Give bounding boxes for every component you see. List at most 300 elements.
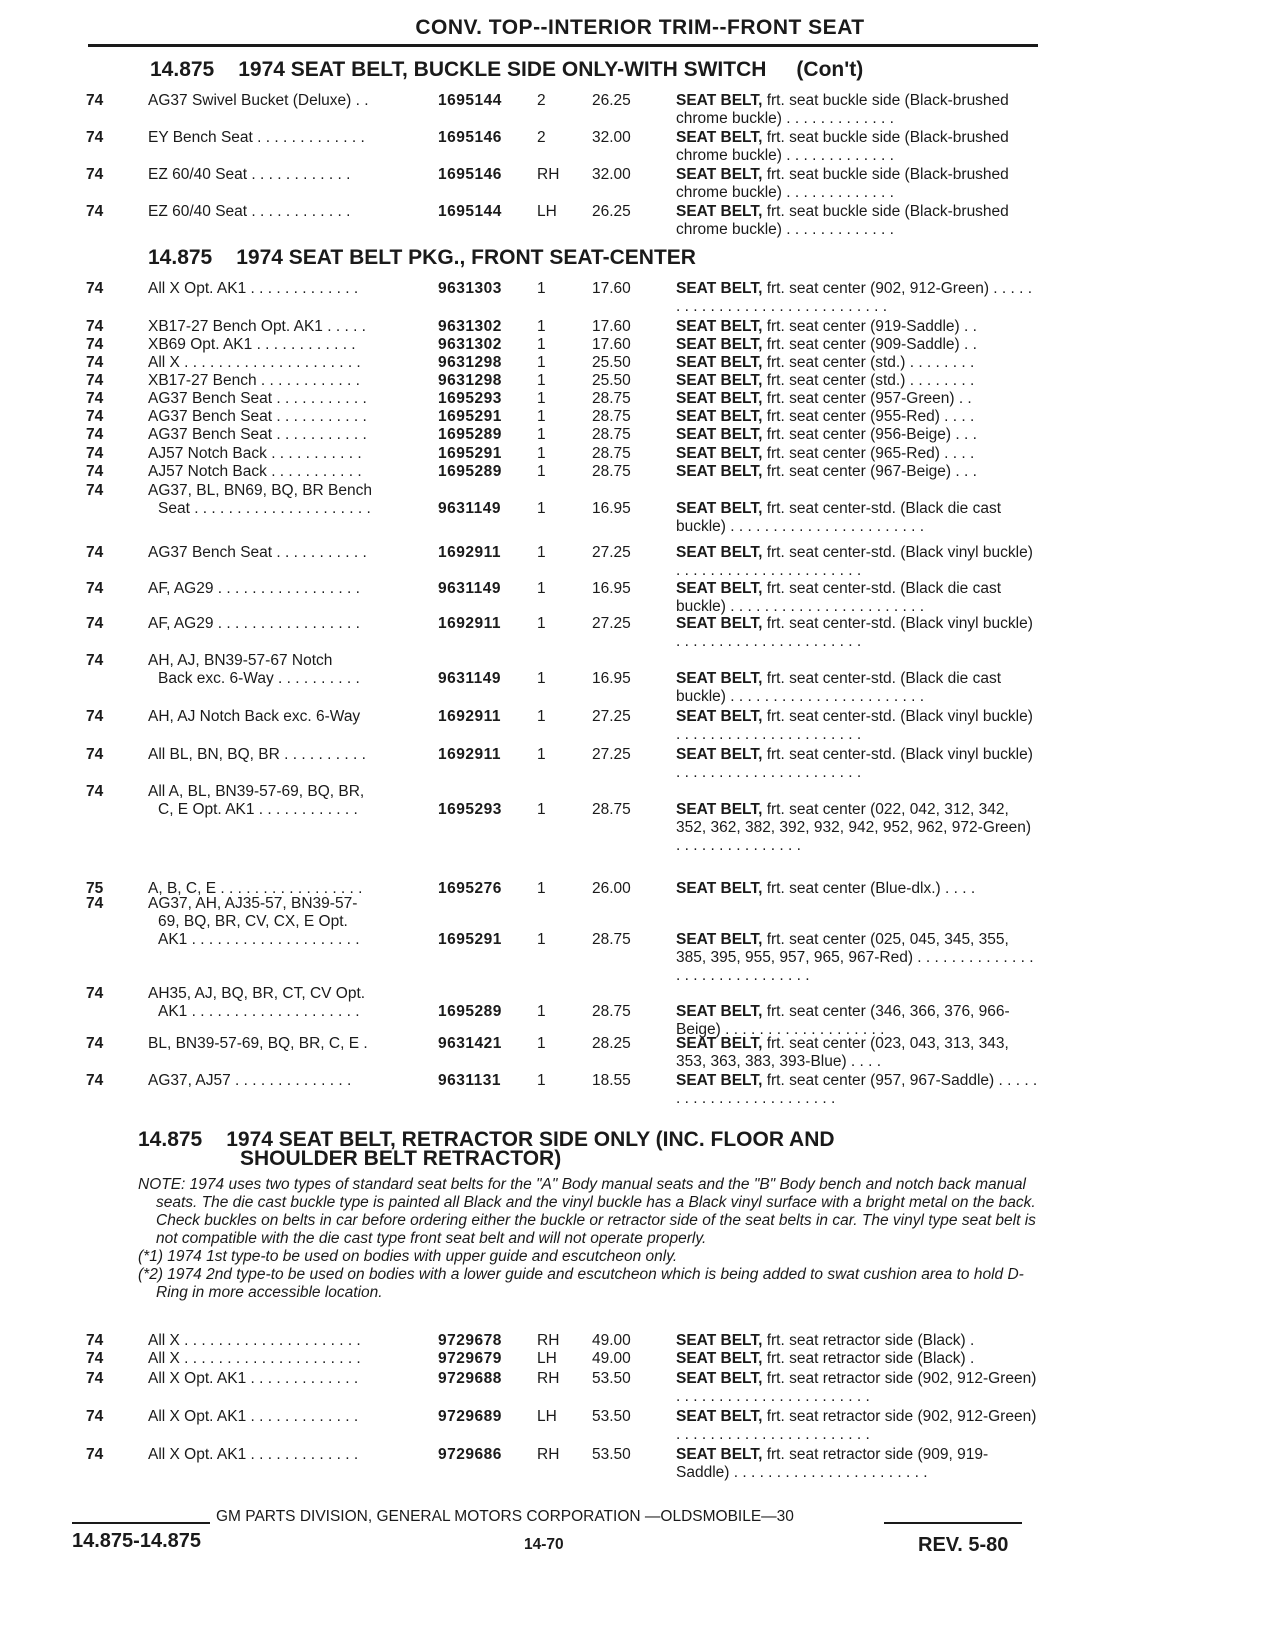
- description-label: SEAT BELT,: [676, 708, 763, 725]
- section-title: 1974 SEAT BELT, RETRACTOR SIDE ONLY (INC. FLOOR AND: [226, 1128, 835, 1151]
- table-row: [0, 746, 1280, 781]
- quantity: 1: [537, 1035, 546, 1052]
- description-text: frt. seat center-std. (Black vinyl buckle) . . . . . . . . . . . . . . . . . . . . . .: [676, 615, 1033, 650]
- part-number: 9631298: [438, 372, 502, 389]
- part-number: 9631421: [438, 1035, 502, 1052]
- application: A, B, C, E . . . . . . . . . . . . . . . . .: [148, 880, 363, 897]
- table-row: [0, 129, 1280, 164]
- description: [676, 280, 1038, 316]
- quantity: LH: [537, 1350, 557, 1367]
- description-label: SEAT BELT,: [676, 1035, 763, 1052]
- description-label: SEAT BELT,: [676, 445, 763, 462]
- description: [676, 544, 1038, 580]
- application: EY Bench Seat . . . . . . . . . . . . .: [148, 129, 365, 146]
- quantity: 1: [537, 408, 546, 425]
- description-text: frt. seat retractor side (902, 912-Green) . . . . . . . . . . . . . . . . . . . . . . .: [676, 1370, 1037, 1405]
- application: All X . . . . . . . . . . . . . . . . . . . . .: [148, 1350, 361, 1367]
- description: [676, 1350, 1038, 1368]
- price: 28.75: [592, 463, 631, 480]
- model-year: 74: [86, 1370, 104, 1387]
- application: BL, BN39-57-69, BQ, BR, C, E .: [148, 1035, 368, 1052]
- model-year: 74: [86, 408, 104, 425]
- description-text: frt. seat center (902, 912-Green) . . . . . . . . . . . . . . . . . . . . . . . . . . . . . .: [676, 280, 1033, 315]
- model-year: 74: [86, 985, 104, 1002]
- quantity: 1: [537, 580, 546, 597]
- description-label: SEAT BELT,: [676, 544, 763, 561]
- model-year: 74: [86, 708, 104, 725]
- table-row: [0, 166, 1280, 201]
- description: [676, 463, 1038, 481]
- model-year: 74: [86, 354, 104, 371]
- application: AH35, AJ, BQ, BR, CT, CV Opt.: [148, 985, 366, 1002]
- application: AF, AG29 . . . . . . . . . . . . . . . . .: [148, 615, 360, 632]
- part-number: 9631149: [438, 580, 501, 597]
- price: 28.75: [592, 1003, 631, 1020]
- application: XB69 Opt. AK1 . . . . . . . . . . . .: [148, 336, 356, 353]
- part-number: 9729679: [438, 1350, 502, 1367]
- description-label: SEAT BELT,: [676, 1370, 763, 1387]
- description: [676, 92, 1038, 128]
- description-label: SEAT BELT,: [676, 354, 763, 371]
- description: [676, 801, 1038, 855]
- table-row: [0, 880, 1280, 897]
- part-number: 1695291: [438, 931, 502, 948]
- price: 28.75: [592, 931, 631, 948]
- section-number: 14.875: [138, 1128, 203, 1151]
- application: All X Opt. AK1 . . . . . . . . . . . . .: [148, 280, 359, 297]
- part-number: 1692911: [438, 708, 501, 725]
- description: [676, 408, 1038, 426]
- part-number: 1695289: [438, 1003, 502, 1020]
- model-year: 74: [86, 390, 104, 407]
- table-row: [0, 708, 1280, 743]
- model-year: 74: [86, 280, 104, 297]
- description-text: frt. seat retractor side (902, 912-Green) . . . . . . . . . . . . . . . . . . . . . . .: [676, 1408, 1037, 1443]
- quantity: 2: [537, 129, 546, 146]
- quantity: 1: [537, 708, 546, 725]
- model-year: 74: [86, 129, 104, 146]
- part-number: 9729688: [438, 1370, 502, 1387]
- description-text: frt. seat center-std. (Black vinyl buckle) . . . . . . . . . . . . . . . . . . . . . .: [676, 746, 1033, 781]
- quantity: 1: [537, 445, 546, 462]
- model-year: 74: [86, 1035, 104, 1052]
- description-label: SEAT BELT,: [676, 580, 763, 597]
- part-number: 1692911: [438, 746, 501, 763]
- note-type-2: (*2) 1974 2nd type-to be used on bodies with a lower guide and escutcheon which is being added to swat cushion area to hold D-Ring in more accessible location.: [138, 1266, 1024, 1301]
- header-rule: [88, 44, 1038, 47]
- description: [676, 746, 1038, 782]
- application: All X Opt. AK1 . . . . . . . . . . . . .: [148, 1446, 359, 1463]
- price: 53.50: [592, 1370, 631, 1387]
- quantity: LH: [537, 1408, 557, 1425]
- application: All X . . . . . . . . . . . . . . . . . . . . .: [148, 1332, 361, 1349]
- price: 28.75: [592, 445, 631, 462]
- application: AG37 Bench Seat . . . . . . . . . . .: [148, 390, 367, 407]
- description-label: SEAT BELT,: [676, 336, 763, 353]
- table-row: [0, 203, 1280, 238]
- model-year: 74: [86, 372, 104, 389]
- table-row: [0, 463, 1280, 480]
- quantity: 1: [537, 426, 546, 443]
- model-year: 74: [86, 482, 104, 499]
- part-number: 9729689: [438, 1408, 502, 1425]
- quantity: 1: [537, 544, 546, 561]
- quantity: 1: [537, 463, 546, 480]
- footer-revision: REV. 5-80: [918, 1534, 1009, 1556]
- model-year: 74: [86, 336, 104, 353]
- page-title: CONV. TOP--INTERIOR TRIM--FRONT SEAT: [415, 16, 865, 39]
- footer-rule-left: [72, 1522, 210, 1524]
- description-label: SEAT BELT,: [676, 129, 763, 146]
- application: AG37 Bench Seat . . . . . . . . . . .: [148, 426, 367, 443]
- table-row: [0, 615, 1280, 650]
- description-label: SEAT BELT,: [676, 670, 763, 687]
- application: AJ57 Notch Back . . . . . . . . . . .: [148, 463, 362, 480]
- quantity: 1: [537, 670, 546, 687]
- description: [676, 354, 1038, 372]
- price: 49.00: [592, 1350, 631, 1367]
- part-number: 1692911: [438, 544, 501, 561]
- description-text: frt. seat center-std. (Black die cast buckle) . . . . . . . . . . . . . . . . . . . . . . .: [676, 580, 1002, 615]
- table-row: [0, 1350, 1280, 1367]
- part-number: 1695291: [438, 408, 502, 425]
- part-number: 9631298: [438, 354, 502, 371]
- price: 17.60: [592, 336, 631, 353]
- description: [676, 129, 1038, 165]
- part-number: 1695144: [438, 203, 502, 220]
- description-text: frt. seat center (955-Red) . . . .: [762, 408, 975, 425]
- quantity: 1: [537, 336, 546, 353]
- model-year: 74: [86, 544, 104, 561]
- quantity: RH: [537, 166, 560, 183]
- description-label: SEAT BELT,: [676, 1003, 763, 1020]
- description-label: SEAT BELT,: [676, 372, 763, 389]
- price: 27.25: [592, 544, 631, 561]
- application: All A, BL, BN39-57-69, BQ, BR,: [148, 783, 365, 800]
- application: XB17-27 Bench . . . . . . . . . . . .: [148, 372, 360, 389]
- description: [676, 1332, 1038, 1350]
- description-text: frt. seat retractor side (Black) .: [762, 1350, 975, 1367]
- table-row: [0, 390, 1280, 407]
- note-paragraph: NOTE: 1974 uses two types of standard seat belts for the "A" Body manual seats and the "B" Body bench and notch back manual seats. The die cast buckle type is painted all Black and the vinyl buckle has a Black vinyl surface with a bright metal on the back. Check buckles on belts in car before ordering either the buckle or retractor side of the seat belts in car. The vinyl type seat belt is not compatible with the die cast type front seat belt and will not operate properly.: [138, 1176, 1036, 1247]
- description-text: frt. seat center (957, 967-Saddle) . . . . . . . . . . . . . . . . . . . . . . . .: [676, 1072, 1038, 1107]
- application: AG37 Swivel Bucket (Deluxe) . .: [148, 92, 369, 109]
- price: 17.60: [592, 280, 631, 297]
- table-row: [0, 580, 1280, 615]
- footer-section-range: 14.875-14.875: [72, 1530, 202, 1552]
- table-row: [0, 895, 1280, 984]
- description-label: SEAT BELT,: [676, 931, 763, 948]
- description: [676, 931, 1038, 985]
- description-text: frt. seat center (965-Red) . . . .: [762, 445, 975, 462]
- description: [676, 1003, 1038, 1039]
- section-title: 1974 SEAT BELT, BUCKLE SIDE ONLY-WITH SWITCH: [238, 58, 767, 81]
- description-text: frt. seat buckle side (Black-brushed chrome buckle) . . . . . . . . . . . . .: [676, 129, 1009, 164]
- part-number: 1695293: [438, 801, 502, 818]
- description: [676, 445, 1038, 463]
- price: 27.25: [592, 746, 631, 763]
- part-number: 1695276: [438, 880, 502, 897]
- application: AH, AJ, BN39-57-67 Notch: [148, 652, 333, 669]
- price: 28.75: [592, 426, 631, 443]
- description-text: frt. seat center-std. (Black vinyl buckle) . . . . . . . . . . . . . . . . . . . . . .: [676, 544, 1033, 579]
- table-row: [0, 1370, 1280, 1405]
- model-year: 74: [86, 1332, 104, 1349]
- model-year: 74: [86, 445, 104, 462]
- description-label: SEAT BELT,: [676, 1072, 763, 1089]
- part-number: 9729678: [438, 1332, 502, 1349]
- application-line3: AK1 . . . . . . . . . . . . . . . . . . . .: [158, 931, 360, 948]
- model-year: 74: [86, 92, 104, 109]
- model-year: 74: [86, 166, 104, 183]
- application: XB17-27 Bench Opt. AK1 . . . . .: [148, 318, 366, 335]
- table-row: [0, 1408, 1280, 1443]
- description-label: SEAT BELT,: [676, 203, 763, 220]
- table-row: [0, 445, 1280, 462]
- price: 28.75: [592, 408, 631, 425]
- description-text: frt. seat center (std.) . . . . . . . .: [762, 354, 975, 371]
- quantity: 1: [537, 1072, 546, 1089]
- application: All X Opt. AK1 . . . . . . . . . . . . .: [148, 1408, 359, 1425]
- description-label: SEAT BELT,: [676, 280, 763, 297]
- description-label: SEAT BELT,: [676, 880, 763, 897]
- description-label: SEAT BELT,: [676, 1446, 763, 1463]
- application: AG37 Bench Seat . . . . . . . . . . .: [148, 544, 367, 561]
- description-label: SEAT BELT,: [676, 1408, 763, 1425]
- description: [676, 1446, 1038, 1482]
- description-text: frt. seat retractor side (909, 919-Saddle) . . . . . . . . . . . . . . . . . . . . . . .: [676, 1446, 989, 1481]
- application: AJ57 Notch Back . . . . . . . . . . .: [148, 445, 362, 462]
- description: [676, 500, 1038, 536]
- description-label: SEAT BELT,: [676, 801, 763, 818]
- quantity: 1: [537, 354, 546, 371]
- quantity: RH: [537, 1370, 560, 1387]
- section-note: [138, 1176, 1038, 1302]
- description-text: frt. seat center (022, 042, 312, 342, 352, 362, 382, 392, 932, 942, 952, 962, 972-Green) . . . . . . . . . . . . . . .: [676, 801, 1032, 854]
- description-text: frt. seat buckle side (Black-brushed chrome buckle) . . . . . . . . . . . . .: [676, 203, 1009, 238]
- description: [676, 390, 1038, 408]
- description: [676, 670, 1038, 706]
- description: [676, 203, 1038, 239]
- price: 53.50: [592, 1408, 631, 1425]
- table-row: [0, 354, 1280, 371]
- part-number: 9631302: [438, 336, 502, 353]
- quantity: 1: [537, 746, 546, 763]
- description-text: frt. seat center (std.) . . . . . . . .: [762, 372, 975, 389]
- quantity: 1: [537, 280, 546, 297]
- footer-rule-right: [884, 1522, 1022, 1524]
- part-number: 9631131: [438, 1072, 501, 1089]
- description: [676, 166, 1038, 202]
- price: 32.00: [592, 129, 631, 146]
- part-number: 9631149: [438, 500, 501, 517]
- quantity: 1: [537, 390, 546, 407]
- application-line2: Back exc. 6-Way . . . . . . . . . .: [158, 670, 360, 687]
- description-text: frt. seat buckle side (Black-brushed chrome buckle) . . . . . . . . . . . . .: [676, 166, 1009, 201]
- description-label: SEAT BELT,: [676, 500, 763, 517]
- price: 16.95: [592, 580, 631, 597]
- table-row: [0, 336, 1280, 353]
- description-label: SEAT BELT,: [676, 746, 763, 763]
- description: [676, 318, 1038, 336]
- quantity: LH: [537, 203, 557, 220]
- quantity: 1: [537, 931, 546, 948]
- section-title: 1974 SEAT BELT PKG., FRONT SEAT-CENTER: [236, 246, 696, 269]
- table-row: [0, 408, 1280, 425]
- model-year: 74: [86, 1408, 104, 1425]
- description-text: frt. seat center (956-Beige) . . .: [762, 426, 977, 443]
- application: All X . . . . . . . . . . . . . . . . . . . . .: [148, 354, 361, 371]
- description-text: frt. seat center-std. (Black die cast buckle) . . . . . . . . . . . . . . . . . . . . . . .: [676, 670, 1002, 705]
- table-row: [0, 1446, 1280, 1481]
- description-label: SEAT BELT,: [676, 615, 763, 632]
- model-year: 74: [86, 746, 104, 763]
- application-line2: C, E Opt. AK1 . . . . . . . . . . . .: [158, 801, 358, 818]
- model-year: 74: [86, 318, 104, 335]
- table-row: [0, 482, 1280, 535]
- model-year: 74: [86, 580, 104, 597]
- description-label: SEAT BELT,: [676, 408, 763, 425]
- quantity: RH: [537, 1332, 560, 1349]
- description-text: frt. seat center-std. (Black die cast buckle) . . . . . . . . . . . . . . . . . . . . . . .: [676, 500, 1002, 535]
- model-year: 74: [86, 895, 104, 912]
- description-text: frt. seat buckle side (Black-brushed chrome buckle) . . . . . . . . . . . . .: [676, 92, 1009, 127]
- description-label: SEAT BELT,: [676, 390, 763, 407]
- price: 27.25: [592, 708, 631, 725]
- application-line2: 69, BQ, BR, CV, CX, E Opt.: [158, 913, 348, 930]
- part-number: 9631302: [438, 318, 502, 335]
- description-text: frt. seat center (Blue-dlx.) . . . .: [762, 880, 976, 897]
- quantity: 1: [537, 801, 546, 818]
- description-label: SEAT BELT,: [676, 1350, 763, 1367]
- quantity: 1: [537, 500, 546, 517]
- application: EZ 60/40 Seat . . . . . . . . . . . .: [148, 166, 351, 183]
- description-text: frt. seat center (967-Beige) . . .: [762, 463, 977, 480]
- quantity: 2: [537, 92, 546, 109]
- application: All X Opt. AK1 . . . . . . . . . . . . .: [148, 1370, 359, 1387]
- table-row: [0, 1332, 1280, 1349]
- footer-page-number: 14-70: [524, 1536, 564, 1553]
- model-year: 74: [86, 1350, 104, 1367]
- price: 25.50: [592, 354, 631, 371]
- table-row: [0, 1035, 1280, 1070]
- model-year: 74: [86, 426, 104, 443]
- note-type-1: (*1) 1974 1st type-to be used on bodies with upper guide and escutcheon only.: [138, 1248, 678, 1265]
- description-text: frt. seat center (025, 045, 345, 355, 385, 395, 955, 957, 965, 967-Red) . . . . . . . . . . . . . . . . . . . . . . . . . . . . . .: [676, 931, 1034, 984]
- table-row: [0, 783, 1280, 854]
- part-number: 1695291: [438, 445, 502, 462]
- part-number: 1695144: [438, 92, 502, 109]
- model-year: 74: [86, 615, 104, 632]
- description: [676, 580, 1038, 616]
- table-row: [0, 652, 1280, 705]
- section-number: 14.875: [148, 246, 213, 269]
- part-number: 1695146: [438, 129, 502, 146]
- price: 26.25: [592, 203, 631, 220]
- description-label: SEAT BELT,: [676, 426, 763, 443]
- footer-publisher: GM PARTS DIVISION, GENERAL MOTORS CORPORATION —OLDSMOBILE—30: [216, 1508, 794, 1525]
- part-number: 9729686: [438, 1446, 502, 1463]
- price: 26.00: [592, 880, 631, 897]
- table-row: [0, 280, 1280, 315]
- section-continued: (Con't): [796, 58, 864, 81]
- part-number: 9631149: [438, 670, 501, 687]
- description-label: SEAT BELT,: [676, 1332, 763, 1349]
- part-number: 1695289: [438, 463, 502, 480]
- description: [676, 372, 1038, 390]
- section-heading: [150, 58, 863, 82]
- price: 53.50: [592, 1446, 631, 1463]
- table-row: [0, 1072, 1280, 1107]
- description: [676, 1370, 1038, 1406]
- model-year: 74: [86, 783, 104, 800]
- part-number: 1695293: [438, 390, 502, 407]
- description: [676, 1035, 1038, 1071]
- model-year: 74: [86, 652, 104, 669]
- table-row: [0, 985, 1280, 1038]
- model-year: 74: [86, 1446, 104, 1463]
- description-text: frt. seat center (023, 043, 313, 343, 353, 363, 383, 393-Blue) . . . .: [676, 1035, 1009, 1070]
- quantity: 1: [537, 318, 546, 335]
- description-label: SEAT BELT,: [676, 463, 763, 480]
- description: [676, 1072, 1038, 1108]
- application: EZ 60/40 Seat . . . . . . . . . . . .: [148, 203, 351, 220]
- description-text: frt. seat center (919-Saddle) . .: [762, 318, 977, 335]
- price: 16.95: [592, 500, 631, 517]
- price: 17.60: [592, 318, 631, 335]
- application: AF, AG29 . . . . . . . . . . . . . . . . .: [148, 580, 360, 597]
- price: 26.25: [592, 92, 631, 109]
- description: [676, 336, 1038, 354]
- section-number: 14.875: [150, 58, 215, 81]
- table-row: [0, 318, 1280, 335]
- price: 32.00: [592, 166, 631, 183]
- application: AG37, BL, BN69, BQ, BR Bench: [148, 482, 373, 499]
- description-label: SEAT BELT,: [676, 166, 763, 183]
- application-line2: AK1 . . . . . . . . . . . . . . . . . . . .: [158, 1003, 360, 1020]
- table-row: [0, 92, 1280, 127]
- table-row: [0, 372, 1280, 389]
- description-text: frt. seat retractor side (Black) .: [762, 1332, 975, 1349]
- application: AG37, AH, AJ35-57, BN39-57-: [148, 895, 358, 912]
- description-label: SEAT BELT,: [676, 92, 763, 109]
- quantity: RH: [537, 1446, 560, 1463]
- price: 27.25: [592, 615, 631, 632]
- application: All BL, BN, BQ, BR . . . . . . . . . .: [148, 746, 366, 763]
- price: 18.55: [592, 1072, 631, 1089]
- description: [676, 708, 1038, 744]
- application: AG37 Bench Seat . . . . . . . . . . .: [148, 408, 367, 425]
- price: 49.00: [592, 1332, 631, 1349]
- quantity: 1: [537, 880, 546, 897]
- section-heading: [148, 246, 696, 270]
- model-year: 75: [86, 880, 104, 897]
- application-line2: Seat . . . . . . . . . . . . . . . . . . . . .: [158, 500, 371, 517]
- application: AG37, AJ57 . . . . . . . . . . . . . .: [148, 1072, 352, 1089]
- part-number: 9631303: [438, 280, 502, 297]
- price: 16.95: [592, 670, 631, 687]
- description-text: frt. seat center-std. (Black vinyl buckle) . . . . . . . . . . . . . . . . . . . . . .: [676, 708, 1033, 743]
- price: 25.50: [592, 372, 631, 389]
- description: [676, 615, 1038, 651]
- section-heading-line2: SHOULDER BELT RETRACTOR): [240, 1147, 562, 1170]
- model-year: 74: [86, 203, 104, 220]
- description-text: frt. seat center (957-Green) . .: [762, 390, 972, 407]
- quantity: 1: [537, 1003, 546, 1020]
- description-text: frt. seat center (346, 366, 376, 966-Beige) . . . . . . . . . . . . . . . . . . .: [676, 1003, 1010, 1038]
- price: 28.25: [592, 1035, 631, 1052]
- description-label: SEAT BELT,: [676, 318, 763, 335]
